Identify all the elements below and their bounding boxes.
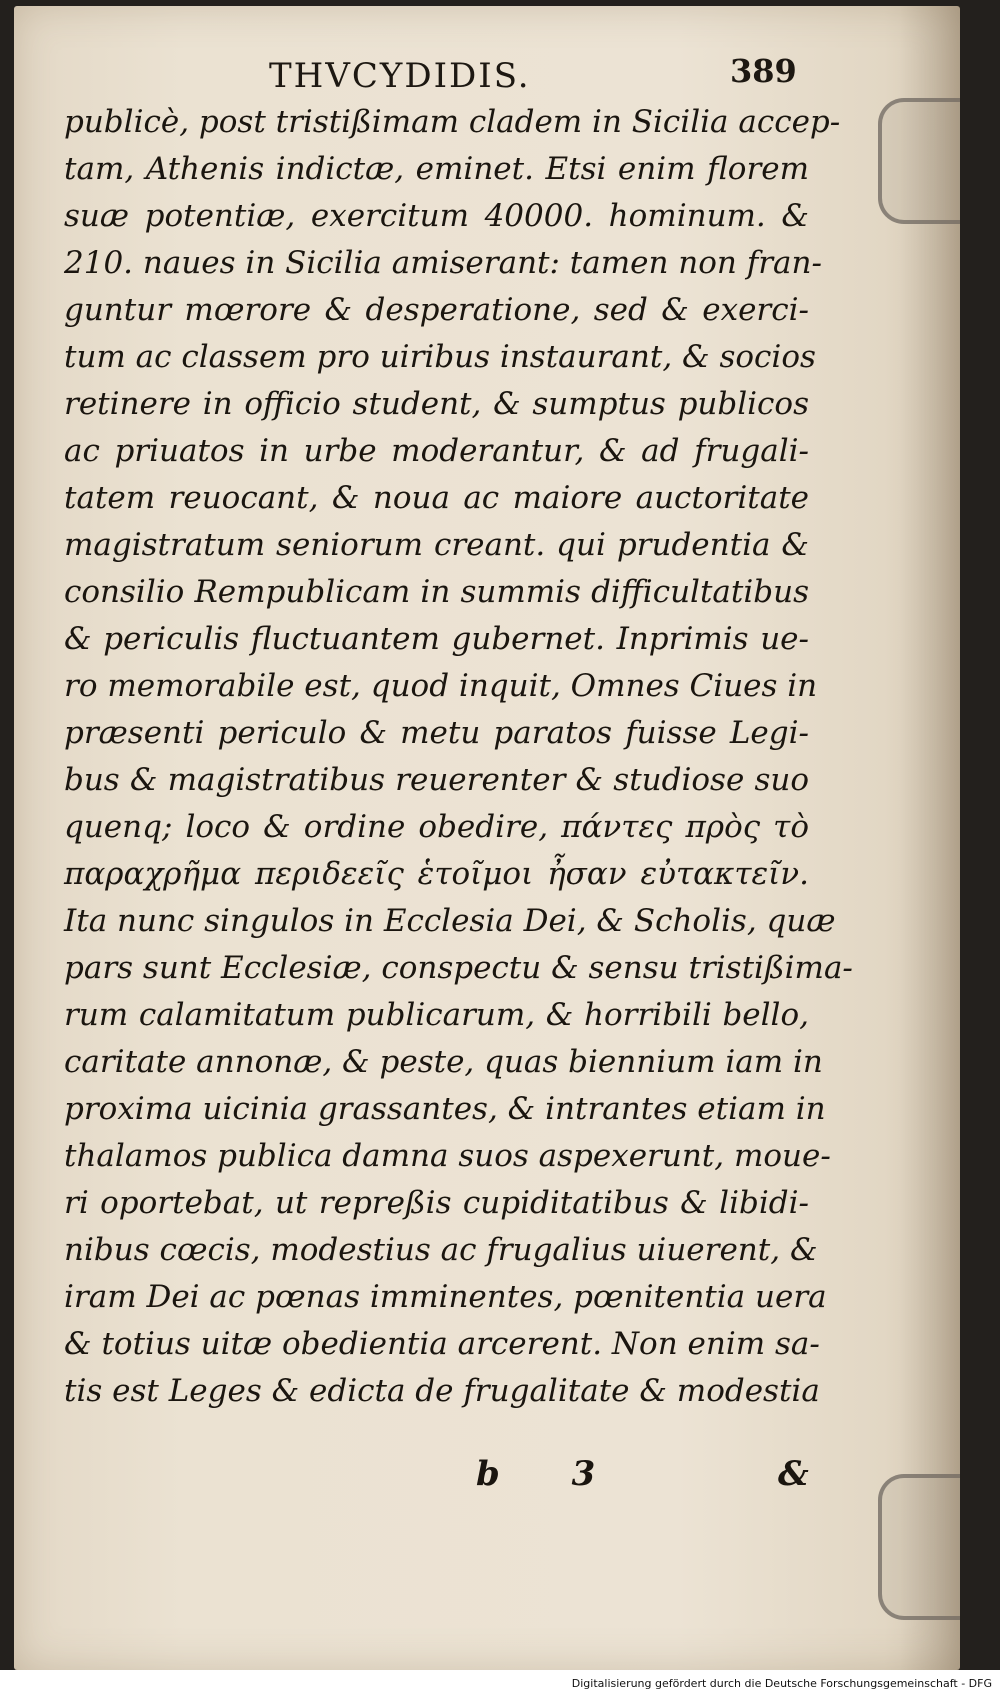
text-line: thalamos publica damna suos aspexerunt, moue- <box>64 1138 831 1174</box>
greek-text-line: παραχρῆμα περιδεεῖς ἑτοῖμοι ἦσαν εὐτακτεῖν. <box>64 856 809 892</box>
page-number: 389 <box>730 52 797 90</box>
text-line: bus & magistratibus reuerenter & studiose suo <box>64 762 809 798</box>
text-line: publicè, post tristißimam cladem in Sicilia accep- <box>64 104 841 140</box>
text-line: præsenti periculo & metu paratos fuisse Legi- <box>64 715 809 751</box>
text-line: tatem reuocant, & noua ac maiore auctoritate <box>64 480 809 516</box>
text-line: 210. naues in Sicilia amiserant: tamen non fran- <box>64 245 822 281</box>
book-page <box>14 6 960 1670</box>
signature-mark: b 3 <box>476 1454 626 1494</box>
text-line: ri oportebat, ut repreßis cupiditatibus & libidi- <box>64 1185 809 1221</box>
text-line: consilio Rempublicam in summis difficultatibus <box>64 574 809 610</box>
text-line: rum calamitatum publicarum, & horribili bello, <box>64 997 809 1033</box>
text-line: guntur mœrore & desperatione, sed & exerci- <box>64 292 809 328</box>
text-line: pars sunt Ecclesiæ, conspectu & sensu tristißima- <box>64 950 853 986</box>
text-line: ac priuatos in urbe moderantur, & ad frugali- <box>64 433 809 469</box>
text-line: retinere in officio student, & sumptus publicos <box>64 386 809 422</box>
text-line: caritate annonæ, & peste, quas biennium iam in <box>64 1044 823 1080</box>
text-line: magistratum seniorum creant. qui prudentia & <box>64 527 809 563</box>
footer-strip <box>0 1670 1000 1700</box>
binding-clasp-bottom <box>878 1474 960 1620</box>
text-line: suæ potentiæ, exercitum 40000. hominum. & <box>64 198 809 234</box>
text-line: & periculis fluctuantem gubernet. Inprimis ue- <box>64 621 809 657</box>
text-line: tis est Leges & edicta de frugalitate & modestia <box>64 1373 820 1409</box>
text-line: Ita nunc singulos in Ecclesia Dei, & Scholis, quæ <box>64 903 836 939</box>
text-line: & totius uitæ obedientia arcerent. Non enim sa- <box>64 1326 820 1362</box>
text-line: tum ac classem pro uiribus instaurant, & socios <box>64 339 816 375</box>
text-line: nibus cœcis, modestius ac frugalius uiuerent, & <box>64 1232 818 1268</box>
catchword: & <box>778 1454 809 1494</box>
binding-clasp-top <box>878 98 960 224</box>
running-head: THVCYDIDIS. <box>269 56 531 96</box>
text-line: quenq; loco & ordine obedire, πάντες πρὸς τὸ <box>64 809 809 845</box>
text-line: ro memorabile est, quod inquit, Omnes Ciues in <box>64 668 818 704</box>
text-line: proxima uicinia grassantes, & intrantes etiam in <box>64 1091 826 1127</box>
text-line: tam, Athenis indictæ, eminet. Etsi enim florem <box>64 151 809 187</box>
funding-credit: Digitalisierung gefördert durch die Deutsche Forschungsgemeinschaft - DFG <box>571 1677 992 1690</box>
text-line: iram Dei ac pœnas imminentes, pœnitentia uera <box>64 1279 827 1315</box>
